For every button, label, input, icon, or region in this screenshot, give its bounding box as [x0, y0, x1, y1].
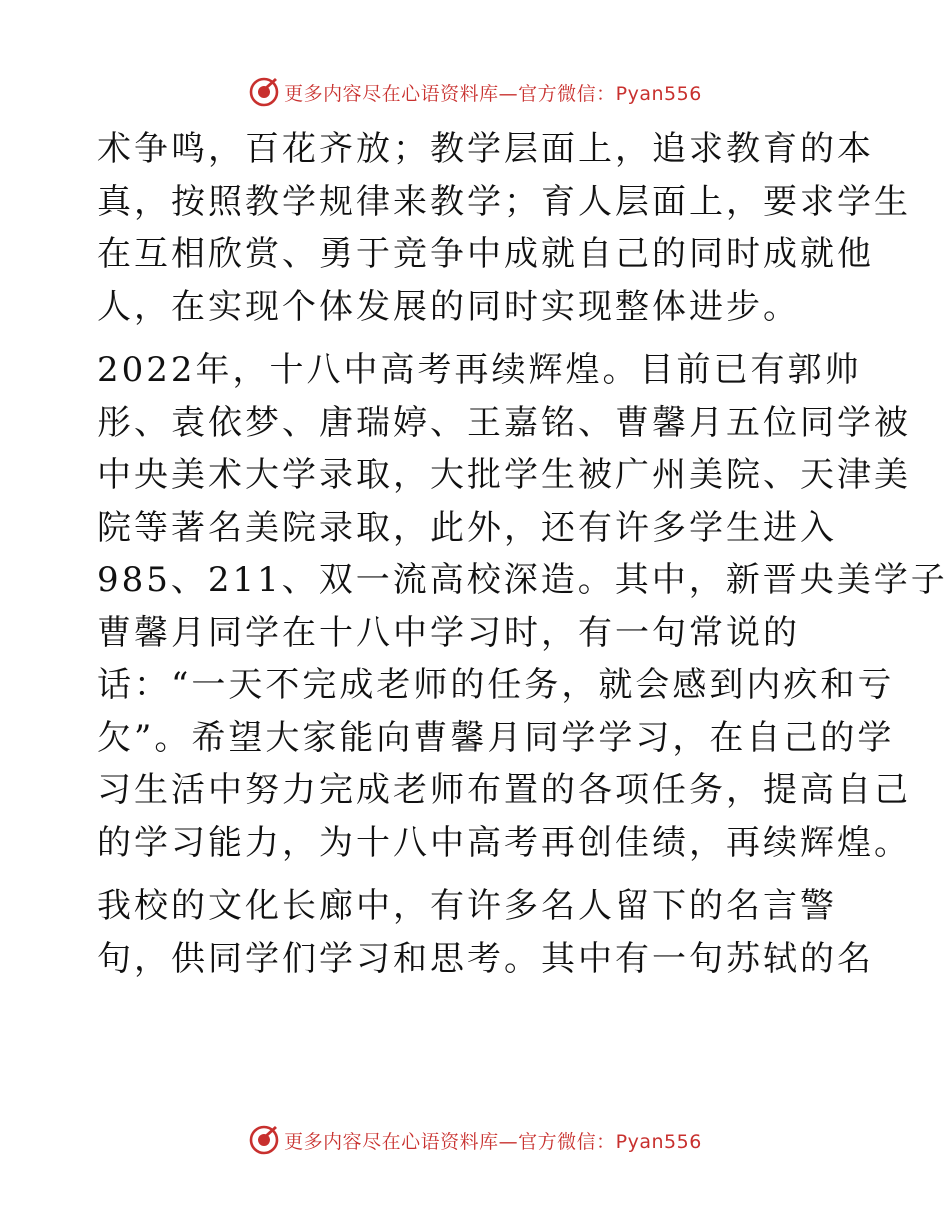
document-body [97, 123, 948, 985]
paragraph-3 [97, 880, 877, 985]
text-line: 真，按照教学规律来教学；育人层面上，要求学生 [97, 181, 911, 222]
text-line: 在互相欣赏、勇于竞争中成就自己的同时成就他 [97, 234, 874, 274]
footer-watermark [0, 1120, 950, 1160]
text-line: 欠”。希望大家能向曹馨月同学学习，在自己的学 [97, 717, 895, 758]
text-line: 2022年，十八中高考再续辉煌。目前已有郭帅 [97, 350, 862, 390]
text-line: 话：“一天不完成老师的任务，就会感到内疚和亏 [97, 665, 895, 705]
text-line: 曹馨月同学在十八中学习时，有一句常说的 [97, 612, 800, 653]
header-watermark [0, 72, 950, 112]
brand-logo-icon [248, 1124, 280, 1156]
text-line: 术争鸣，百花齐放；教学层面上，追求教育的本 [97, 129, 874, 169]
text-line: 的学习能力，为十八中高考再创佳绩，再续辉煌。 [97, 822, 911, 863]
text-line: 人，在实现个体发展的同时实现整体进步。 [97, 286, 800, 327]
footer-brand-text: 更多内容尽在心语资料库—官方微信：Pyan556 [284, 1130, 702, 1153]
text-line: 985、211、双一流高校深造。其中，新晋央美学子 [97, 560, 948, 600]
text-line: 句，供同学们学习和思考。其中有一句苏轼的名 [97, 938, 874, 979]
text-line: 中央美术大学录取，大批学生被广州美院、天津美 [97, 455, 911, 495]
text-line: 彤、袁依梦、唐瑞婷、王嘉铭、曹馨月五位同学被 [97, 402, 911, 443]
text-line: 我校的文化长廊中，有许多名人留下的名言警 [97, 886, 837, 926]
header-brand-text: 更多内容尽在心语资料库—官方微信：Pyan556 [284, 82, 702, 105]
text-line: 习生活中努力完成老师布置的各项任务，提高自己 [97, 770, 911, 810]
paragraph-1 [97, 123, 911, 333]
brand-logo-icon [248, 76, 280, 108]
text-line: 院等著名美院录取，此外，还有许多学生进入 [97, 507, 837, 548]
paragraph-2 [97, 344, 948, 869]
